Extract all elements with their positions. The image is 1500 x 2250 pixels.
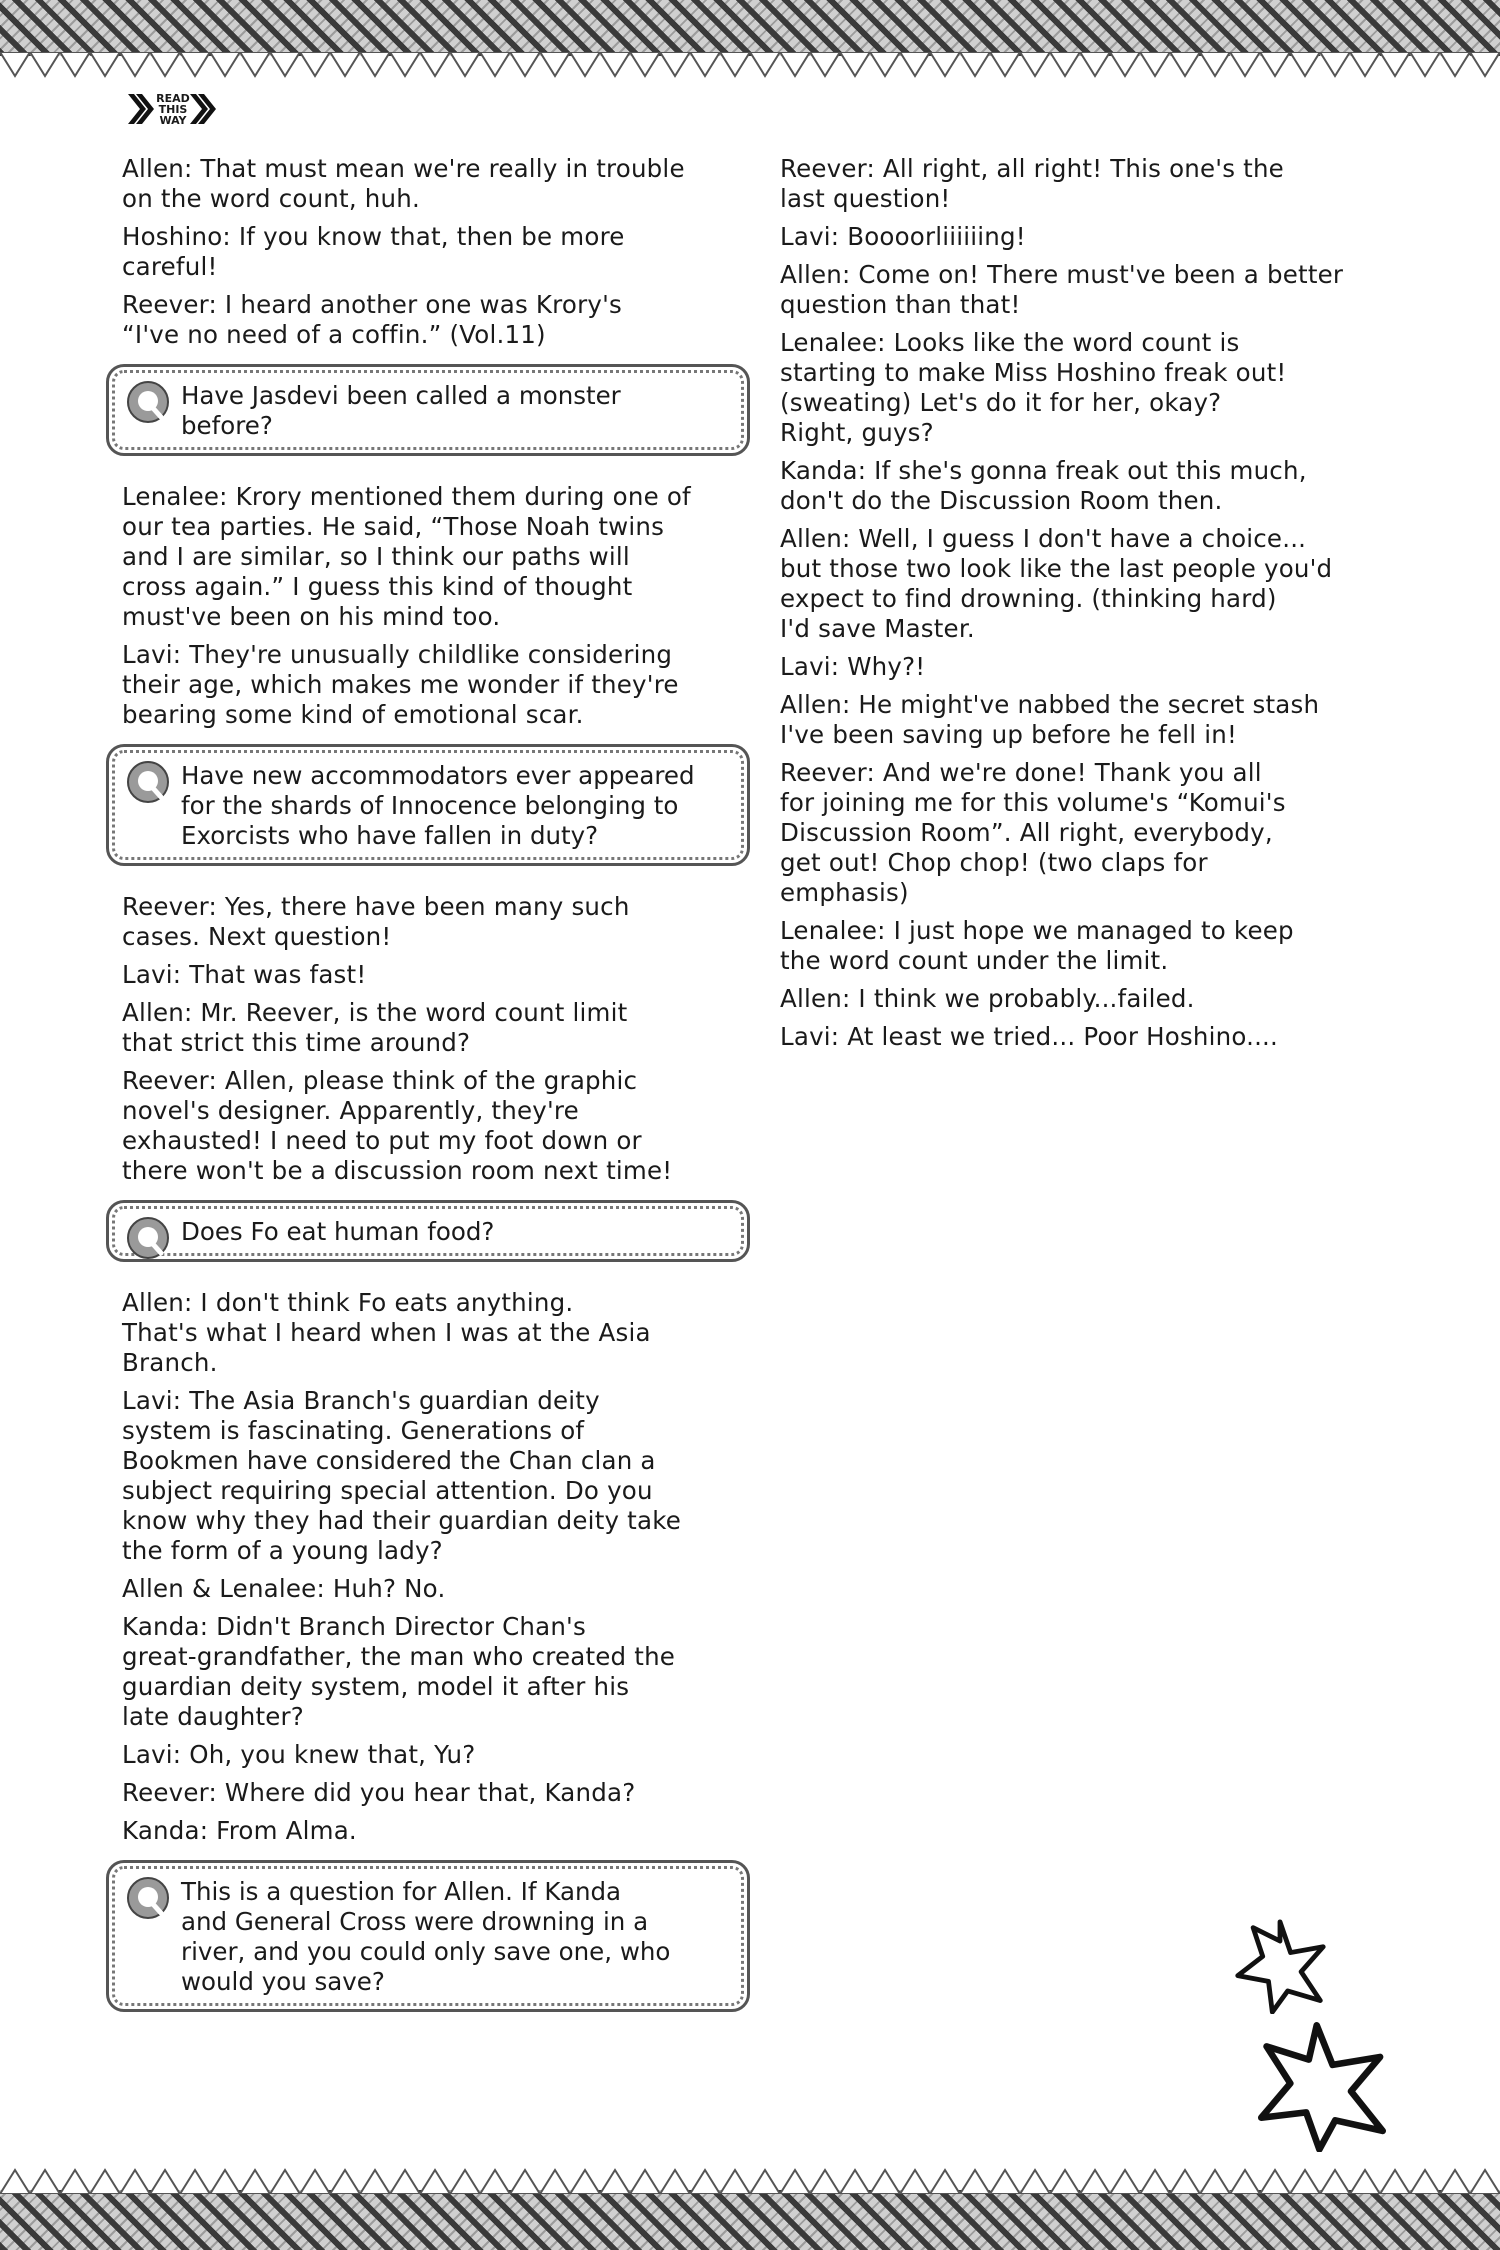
- q-badge-icon: [125, 1875, 171, 1921]
- question-box: [106, 744, 750, 866]
- bottom-border-band: [0, 2190, 1500, 2250]
- read-this-way-marker: [126, 86, 222, 132]
- dialogue-line: Reever: Allen, please think of the graphic novel's designer. Apparently, they're exhausted! I need to put my foot down or there won't be a discussion room next time!: [122, 1066, 673, 1185]
- star-outline-icon: [1256, 2020, 1388, 2152]
- question-text: Have new accommodators ever appeared for the shards of Innocence belonging to Exorcists who have fallen in duty?: [181, 761, 695, 850]
- dialogue-line: Reever: Where did you hear that, Kanda?: [122, 1778, 636, 1807]
- dialogue-line: Allen: Come on! There must've been a better question than that!: [780, 260, 1344, 319]
- question-box: [106, 364, 750, 456]
- top-border-band: [0, 0, 1500, 56]
- dialogue-line: Allen: I don't think Fo eats anything. That's what I heard when I was at the Asia Branch.: [122, 1288, 651, 1377]
- dialogue-line: Allen: Mr. Reever, is the word count limit that strict this time around?: [122, 998, 628, 1057]
- question-text: Does Fo eat human food?: [181, 1217, 495, 1246]
- dialogue-line: Reever: And we're done! Thank you all for joining me for this volume's “Komui's Discussion Room”. All right, everybody, get out! Chop chop! (two claps for emphasis): [780, 758, 1286, 907]
- right-column: [780, 154, 1400, 1060]
- dialogue-line: Kanda: From Alma.: [122, 1816, 357, 1845]
- left-column: [122, 154, 762, 2038]
- dialogue-line: Allen: Well, I guess I don't have a choice... but those two look like the last people you'd expect to find drowning. (thinking hard) I'd save Master.: [780, 524, 1333, 643]
- q-badge-icon: [125, 759, 171, 805]
- dialogue-line: Lavi: Why?!: [780, 652, 926, 681]
- dialogue-line: Lenalee: Krory mentioned them during one of our tea parties. He said, “Those Noah twins and I are similar, so I think our paths will cross again.” I guess this kind of thought must've been on his mind too.: [122, 482, 691, 631]
- question-text: Have Jasdevi been called a monster before?: [181, 381, 621, 440]
- dialogue-line: Lenalee: Looks like the word count is starting to make Miss Hoshino freak out! (sweating) Let's do it for her, okay? Right, guys?: [780, 328, 1287, 447]
- star-outline-icon: [1232, 1918, 1328, 2014]
- dialogue-line: Lavi: The Asia Branch's guardian deity system is fascinating. Generations of Bookmen have considered the Chan clan a subject requiring special attention. Do you know why they had their guardian deity take the form of a young lady?: [122, 1386, 681, 1565]
- question-text: This is a question for Allen. If Kanda and General Cross were drowning in a river, and you could only save one, who would you save?: [181, 1877, 671, 1996]
- dialogue-line: Kanda: If she's gonna freak out this much, don't do the Discussion Room then.: [780, 456, 1307, 515]
- question-box: [106, 1860, 750, 2012]
- dialogue-line: Allen: I think we probably...failed.: [780, 984, 1195, 1013]
- dialogue-line: Allen: That must mean we're really in trouble on the word count, huh.: [122, 154, 685, 213]
- top-zigzag-border: [0, 52, 1500, 78]
- dialogue-line: Kanda: Didn't Branch Director Chan's great-grandfather, the man who created the guardian deity system, model it after his late daughter?: [122, 1612, 676, 1731]
- dialogue-line: Allen: He might've nabbed the secret stash I've been saving up before he fell in!: [780, 690, 1320, 749]
- dialogue-line: Reever: I heard another one was Krory's “I've no need of a coffin.” (Vol.11): [122, 290, 622, 349]
- dialogue-line: Lenalee: I just hope we managed to keep the word count under the limit.: [780, 916, 1294, 975]
- dialogue-line: Lavi: That was fast!: [122, 960, 367, 989]
- q-badge-icon: [125, 1215, 171, 1261]
- dialogue-line: Lavi: Oh, you knew that, Yu?: [122, 1740, 476, 1769]
- read-this-way-label: READ THIS WAY: [156, 91, 190, 127]
- dialogue-line: Reever: All right, all right! This one's the last question!: [780, 154, 1284, 213]
- q-badge-icon: [125, 379, 171, 425]
- dialogue-line: Lavi: Boooorliiiiiing!: [780, 222, 1026, 251]
- dialogue-line: Allen & Lenalee: Huh? No.: [122, 1574, 446, 1603]
- dialogue-line: Lavi: At least we tried... Poor Hoshino....: [780, 1022, 1279, 1051]
- dialogue-line: Hoshino: If you know that, then be more careful!: [122, 222, 625, 281]
- dialogue-line: Lavi: They're unusually childlike considering their age, which makes me wonder if they're bearing some kind of emotional scar.: [122, 640, 679, 729]
- dialogue-line: Reever: Yes, there have been many such cases. Next question!: [122, 892, 630, 951]
- bottom-zigzag-border: [0, 2168, 1500, 2194]
- question-box: [106, 1200, 750, 1262]
